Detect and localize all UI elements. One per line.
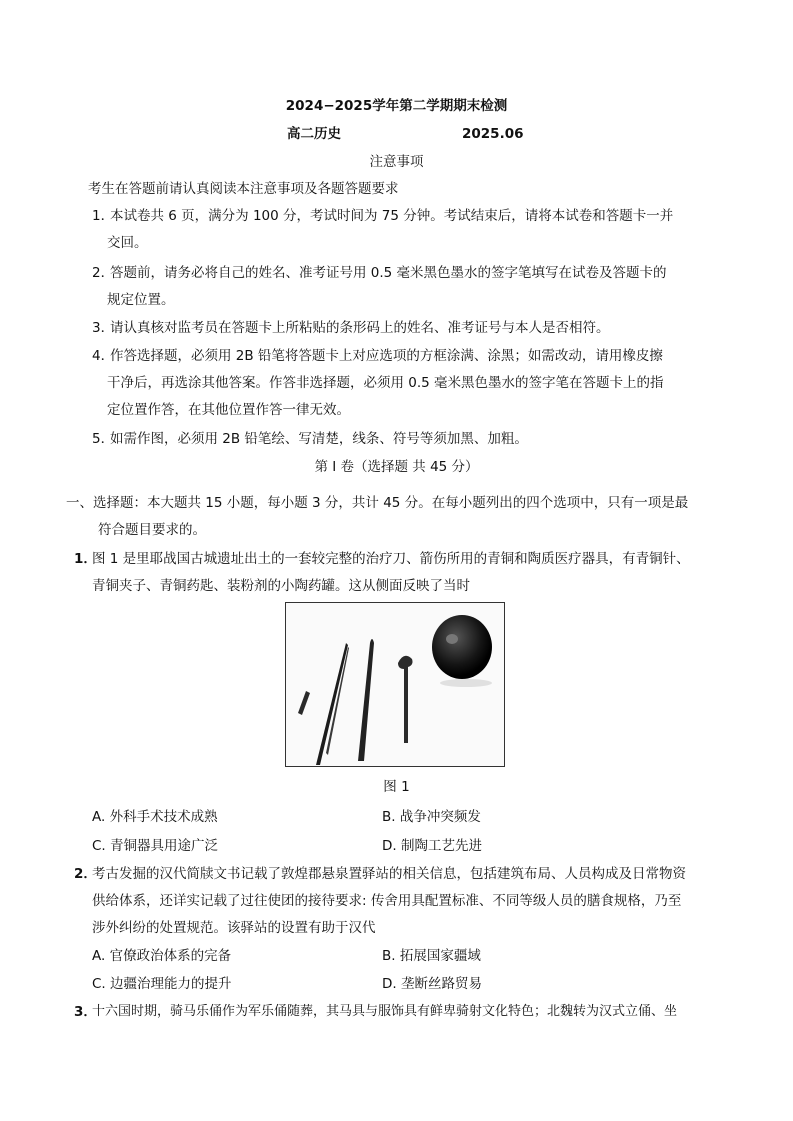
question-number: 3． <box>74 1004 97 1020</box>
option-d: D. 垄断丝路贸易 <box>382 976 482 992</box>
subject-label: 高二历史 <box>287 126 341 142</box>
notice-item-text: 本试卷共 6 页，满分为 100 分，考试时间为 75 分钟。考试结束后，请将本试卷和答题卡一并 <box>110 208 674 224</box>
notice-item-num: 4． <box>92 348 115 364</box>
option-b: B. 战争冲突频发 <box>382 809 481 825</box>
option-b: B. 拓展国家疆域 <box>382 948 481 964</box>
bronze-medical-tools-illustration <box>286 603 504 766</box>
notice-item-num: 2． <box>92 265 115 281</box>
question-text: 考古发掘的汉代简牍文书记载了敦煌郡悬泉置驿站的相关信息，包括建筑布局、人员构成及日常物资 <box>92 866 686 882</box>
notice-item-text: 答题前，请务必将自己的姓名、准考证号用 0.5 毫米黑色墨水的签字笔填写在试卷及答题卡的 <box>110 265 667 281</box>
section-title: 第 I 卷（选择题 共 45 分） <box>314 459 479 475</box>
question-text: 涉外纠纷的处置规范。该驿站的设置有助于汉代 <box>92 920 376 936</box>
option-c: C. 边疆治理能力的提升 <box>92 976 232 992</box>
question-number: 1． <box>74 551 97 567</box>
section-instruction: 符合题目要求的。 <box>98 522 206 538</box>
notice-intro: 考生在答题前请认真阅读本注意事项及各题答题要求 <box>88 181 399 197</box>
notice-item-text: 干净后，再选涂其他答案。作答非选择题，必须用 0.5 毫米黑色墨水的签字笔在答题卡上的指 <box>107 375 664 391</box>
question-text: 十六国时期，骑马乐俑作为军乐俑随葬，其马具与服饰具有鲜卑骑射文化特色；北魏转为汉式立俑、坐 <box>92 1004 678 1019</box>
notice-item-text: 交回。 <box>107 235 148 251</box>
notice-item-num: 1． <box>92 208 115 224</box>
question-text: 图 1 是里耶战国古城遗址出土的一套较完整的治疗刀、箭伤所用的青铜和陶质医疗器具，有青铜针、 <box>92 551 690 567</box>
exam-date: 2025.06 <box>462 126 524 142</box>
notice-item-text: 规定位置。 <box>107 292 175 308</box>
notice-title: 注意事项 <box>369 154 424 170</box>
notice-item-num: 3． <box>92 320 115 336</box>
figure-1-image <box>285 602 505 767</box>
notice-item-text: 作答选择题，必须用 2B 铅笔将答题卡上对应选项的方框涂满、涂黑；如需改动，请用橡皮擦 <box>110 348 663 364</box>
notice-item-text: 定位置作答，在其他位置作答一律无效。 <box>107 402 350 418</box>
option-c: C. 青铜器具用途广泛 <box>92 838 219 854</box>
notice-item-text: 请认真核对监考员在答题卡上所粘贴的条形码上的姓名、准考证号与本人是否相符。 <box>110 320 610 336</box>
option-d: D. 制陶工艺先进 <box>382 838 482 854</box>
notice-item-text: 如需作图，必须用 2B 铅笔绘、写清楚，线条、符号等须加黑、加粗。 <box>110 431 528 447</box>
question-text: 供给体系，还详实记载了过往使团的接待要求: 传舍用具配置标准、不同等级人员的膳食规格，乃至 <box>92 893 682 909</box>
notice-item-num: 5． <box>92 431 115 447</box>
question-text: 青铜夹子、青铜药匙、装粉剂的小陶药罐。这从侧面反映了当时 <box>92 578 470 594</box>
option-a: A. 官僚政治体系的完备 <box>92 948 232 964</box>
option-a: A. 外科手术技术成熟 <box>92 809 218 825</box>
question-number: 2． <box>74 866 97 882</box>
exam-title: 2024−2025学年第二学期期末检测 <box>285 98 508 114</box>
section-instruction: 一、选择题：本大题共 15 小题，每小题 3 分，共计 45 分。在每小题列出的四个选项中，只有一项是最 <box>66 495 689 511</box>
figure-caption: 图 1 <box>383 779 410 795</box>
